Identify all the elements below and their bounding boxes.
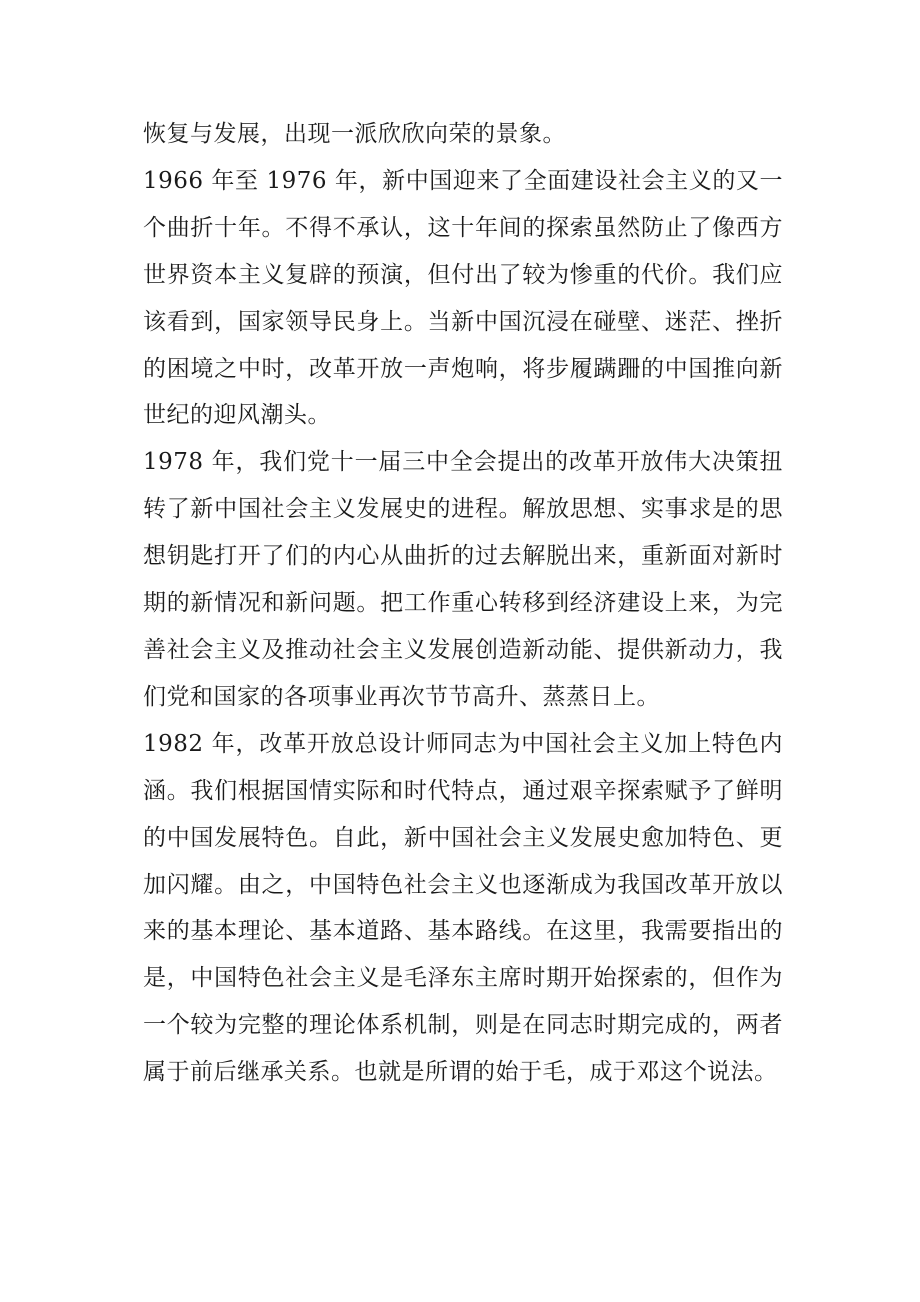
body-text bbox=[143, 111, 783, 1096]
paragraph-1: 恢复与发展，出现一派欣欣向荣的景象。 bbox=[143, 121, 566, 147]
paragraph-4: 1982 年，改革开放总设计师同志为中国社会主义加上特色内涵。我们根据国情实际和时代特点，通过艰辛探索赋予了鲜明的中国发展特色。自此，新中国社会主义发展史愈加特色、更加闪耀。由之，中国特色社会主义也逐渐成为我国改革开放以来的基本理论、基本道路、基本路线。在这里，我需要指出的是，中国特色社会主义是毛泽东主席时期开始探索的，但作为一个较为完整的理论体系机制，则是在同志时期完成的，两者属于前后继承关系。也就是所谓的始于毛，成于邓这个说法。 bbox=[143, 730, 783, 1086]
paragraph-3: 1978 年，我们党十一届三中全会提出的改革开放伟大决策扭转了新中国社会主义发展史的进程。解放思想、实事求是的思想钥匙打开了们的内心从曲折的过去解脱出来，重新面对新时期的新情况和新问题。把工作重心转移到经济建设上来，为完善社会主义及推动社会主义发展创造新动能、提供新动力，我们党和国家的各项事业再次节节高升、蒸蒸日上。 bbox=[143, 449, 783, 710]
paragraph-2: 1966 年至 1976 年，新中国迎来了全面建设社会主义的又一个曲折十年。不得不承认，这十年间的探索虽然防止了像西方世界资本主义复辟的预演，但付出了较为惨重的代价。我们应该看到，国家领导民身上。当新中国沉浸在碰壁、迷茫、挫折的困境之中时，改革开放一声炮响，将步履蹒跚的中国推向新世纪的迎风潮头。 bbox=[143, 167, 783, 429]
